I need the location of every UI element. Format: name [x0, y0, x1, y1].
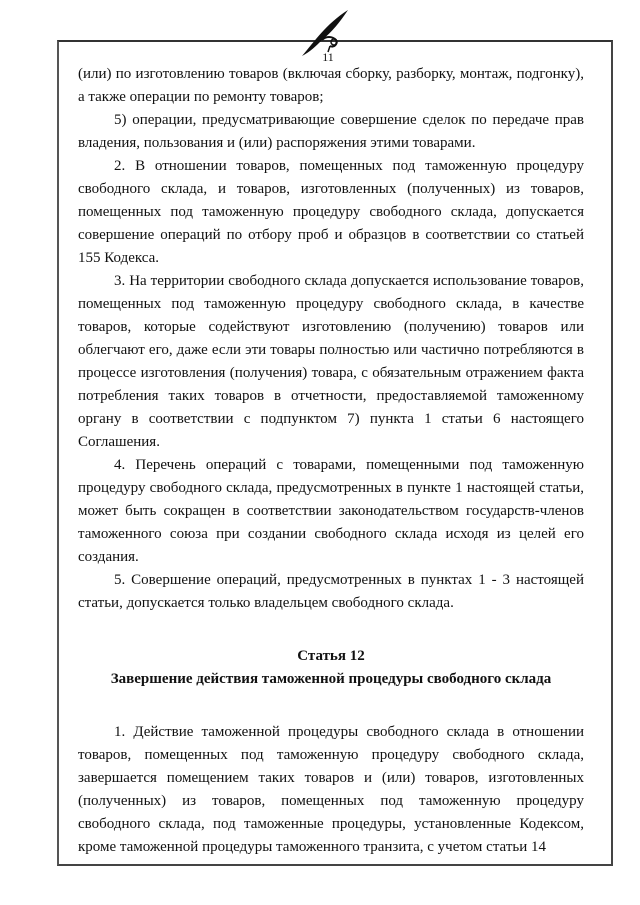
paragraph-clause-4: 4. Перечень операций с товарами, помещенными под таможенную процедуру свободного склада, предусмотренных в пункте 1 настоящей статьи, может быть сокращен в соответствии законодательством государств-членов таможенного союза при создании свободного склада исходя из целей его создания.: [78, 457, 584, 565]
page-number: 11: [322, 50, 334, 64]
paragraph-clause-3: 3. На территории свободного склада допускается использование товаров, помещенных под таможенную процедуру свободного склада, в качестве товаров, которые содействуют изготовлению (получению) товаров или облегчают его, даже если эти товары полностью или частично потребляются в процессе изготовления (получения) товара, с обязательным отражением факта потребления таких товаров в отчетности, предоставляемой таможенному органу в соответствии с подпунктом 7) пункта 1 статьи 6 настоящего Соглашения.: [78, 273, 584, 450]
paragraph-continuation: (или) по изготовлению товаров (включая сборку, разборку, монтаж, подгонку), а также операции по ремонту товаров;: [78, 66, 584, 105]
paragraph-clause-5: 5. Совершение операций, предусмотренных в пунктах 1 - 3 настоящей статьи, допускается только владельцем свободного склада.: [78, 572, 584, 611]
paragraph-clause-2: 2. В отношении товаров, помещенных под таможенную процедуру свободного склада, и товаров, изготовленных (полученных) из товаров, помещенных под таможенную процедуру свободного склада, допускается совершение операций по отбору проб и образцов в соответствии со статьей 155 Кодекса.: [78, 158, 584, 266]
paragraph-item-5: 5) операции, предусматривающие совершение сделок по передаче прав владения, пользования и (или) распоряжения этими товарами.: [78, 112, 584, 151]
article-number: Статья 12: [297, 648, 365, 664]
document-body: [78, 63, 584, 859]
paragraph-article12-clause-1: 1. Действие таможенной процедуры свободного склада в отношении товаров, помещенных под таможенную процедуру свободного склада, завершается помещением таких товаров и (или) товаров, изготовленных (полученных) из товаров, помещенных под таможенную процедуру свободного склада, под таможенные процедуры, установленные Кодексом, кроме таможенной процедуры таможенного транзита, с учетом статьи 14: [78, 724, 584, 855]
article-title: Завершение действия таможенной процедуры свободного склада: [110, 671, 552, 687]
